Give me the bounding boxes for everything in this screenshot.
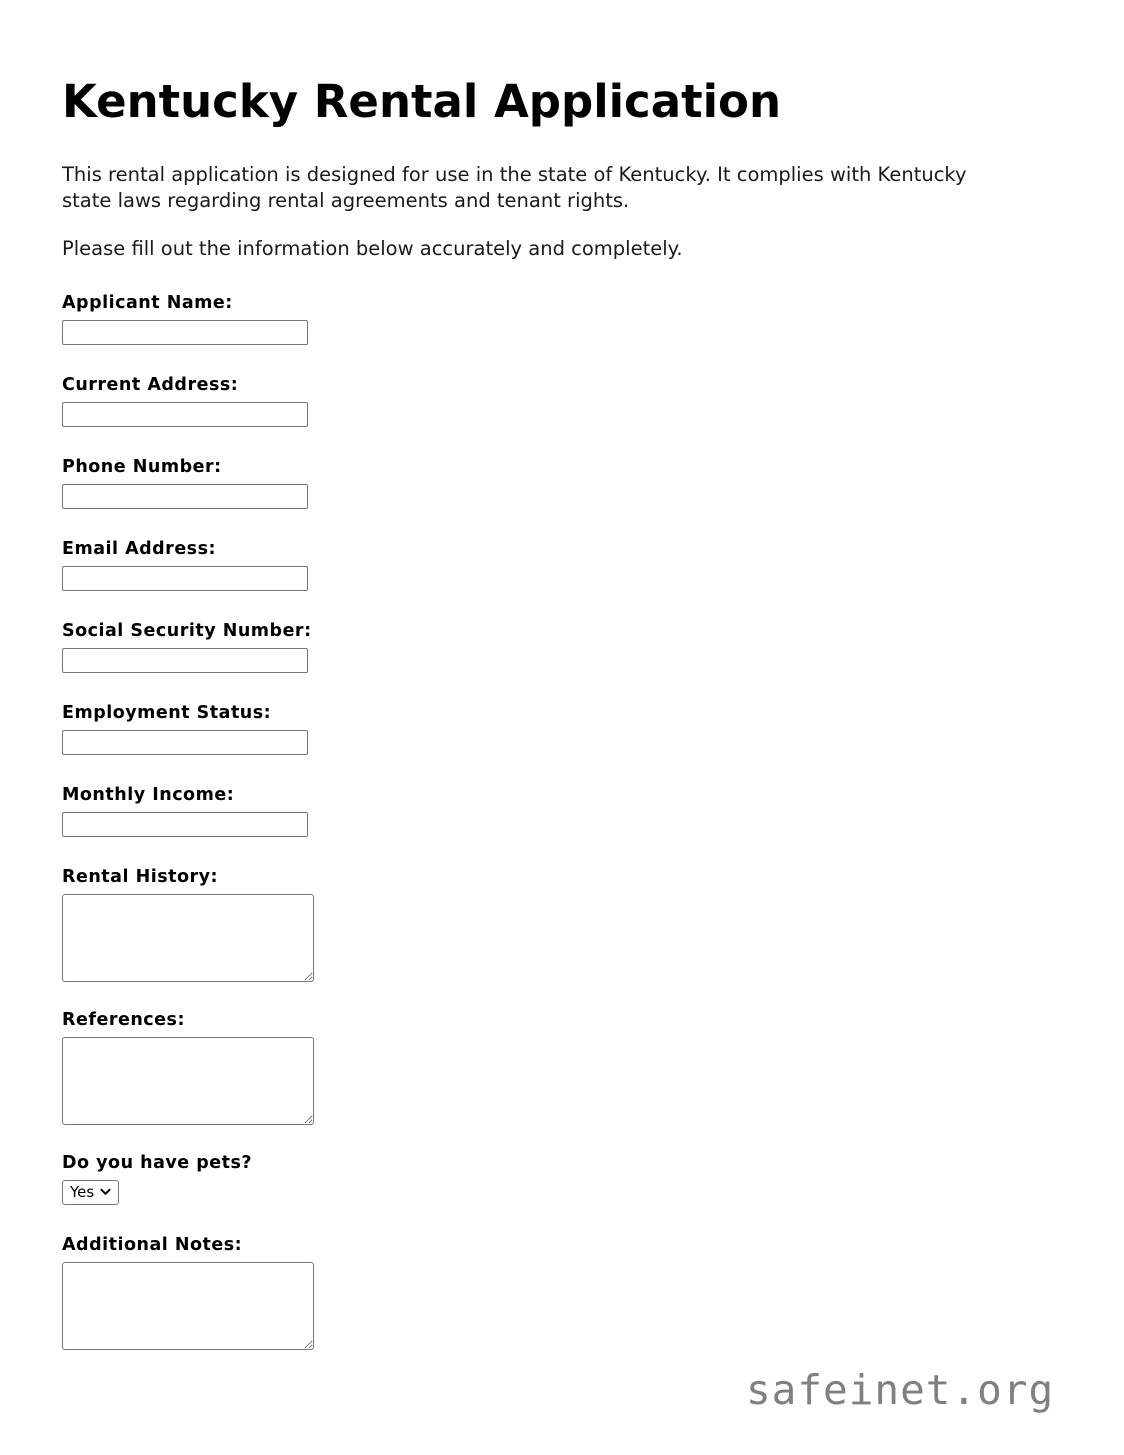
phone-number-input[interactable] <box>62 484 308 509</box>
watermark-safeinet: safeinet.org <box>746 1366 1055 1414</box>
field-group-email-address <box>62 539 1062 591</box>
chevron-down-icon <box>100 1186 111 1197</box>
field-group-phone-number <box>62 457 1062 509</box>
field-group-current-address <box>62 375 1062 427</box>
references-textarea[interactable] <box>62 1037 314 1125</box>
label-monthly-income: Monthly Income: <box>62 784 235 805</box>
social-security-number-input[interactable] <box>62 648 308 673</box>
intro-paragraph-1: This rental application is designed for use in the state of Kentucky. It complies with Kentucky state laws regarding rental agreements and tenant rights. <box>62 162 967 213</box>
additional-notes-textarea[interactable] <box>62 1262 314 1350</box>
label-phone-number: Phone Number: <box>62 456 222 477</box>
label-additional-notes: Additional Notes: <box>62 1234 243 1255</box>
employment-status-input[interactable] <box>62 730 308 755</box>
field-group-employment-status <box>62 703 1062 755</box>
field-group-social-security-number <box>62 621 1062 673</box>
field-group-additional-notes <box>62 1235 1062 1350</box>
label-references: References: <box>62 1009 185 1030</box>
pets-select-wrapper <box>62 1180 119 1205</box>
email-address-input[interactable] <box>62 566 308 591</box>
label-social-security-number: Social Security Number: <box>62 620 312 641</box>
applicant-name-input[interactable] <box>62 320 308 345</box>
current-address-input[interactable] <box>62 402 308 427</box>
rental-application-form <box>62 293 1062 1350</box>
field-group-rental-history <box>62 867 1062 982</box>
label-employment-status: Employment Status: <box>62 702 272 723</box>
pets-select[interactable] <box>62 1180 119 1205</box>
label-pets: Do you have pets? <box>62 1152 253 1173</box>
label-email-address: Email Address: <box>62 538 217 559</box>
label-rental-history: Rental History: <box>62 866 219 887</box>
field-group-pets <box>62 1153 1062 1205</box>
pets-select-value: Yes <box>70 1182 95 1201</box>
intro-paragraph-2: Please fill out the information below accurately and completely. <box>62 237 683 261</box>
page-title: Kentucky Rental Application <box>62 75 781 128</box>
field-group-monthly-income <box>62 785 1062 837</box>
label-current-address: Current Address: <box>62 374 239 395</box>
monthly-income-input[interactable] <box>62 812 308 837</box>
field-group-applicant-name <box>62 293 1062 345</box>
field-group-references <box>62 1010 1062 1125</box>
rental-history-textarea[interactable] <box>62 894 314 982</box>
label-applicant-name: Applicant Name: <box>62 292 233 313</box>
